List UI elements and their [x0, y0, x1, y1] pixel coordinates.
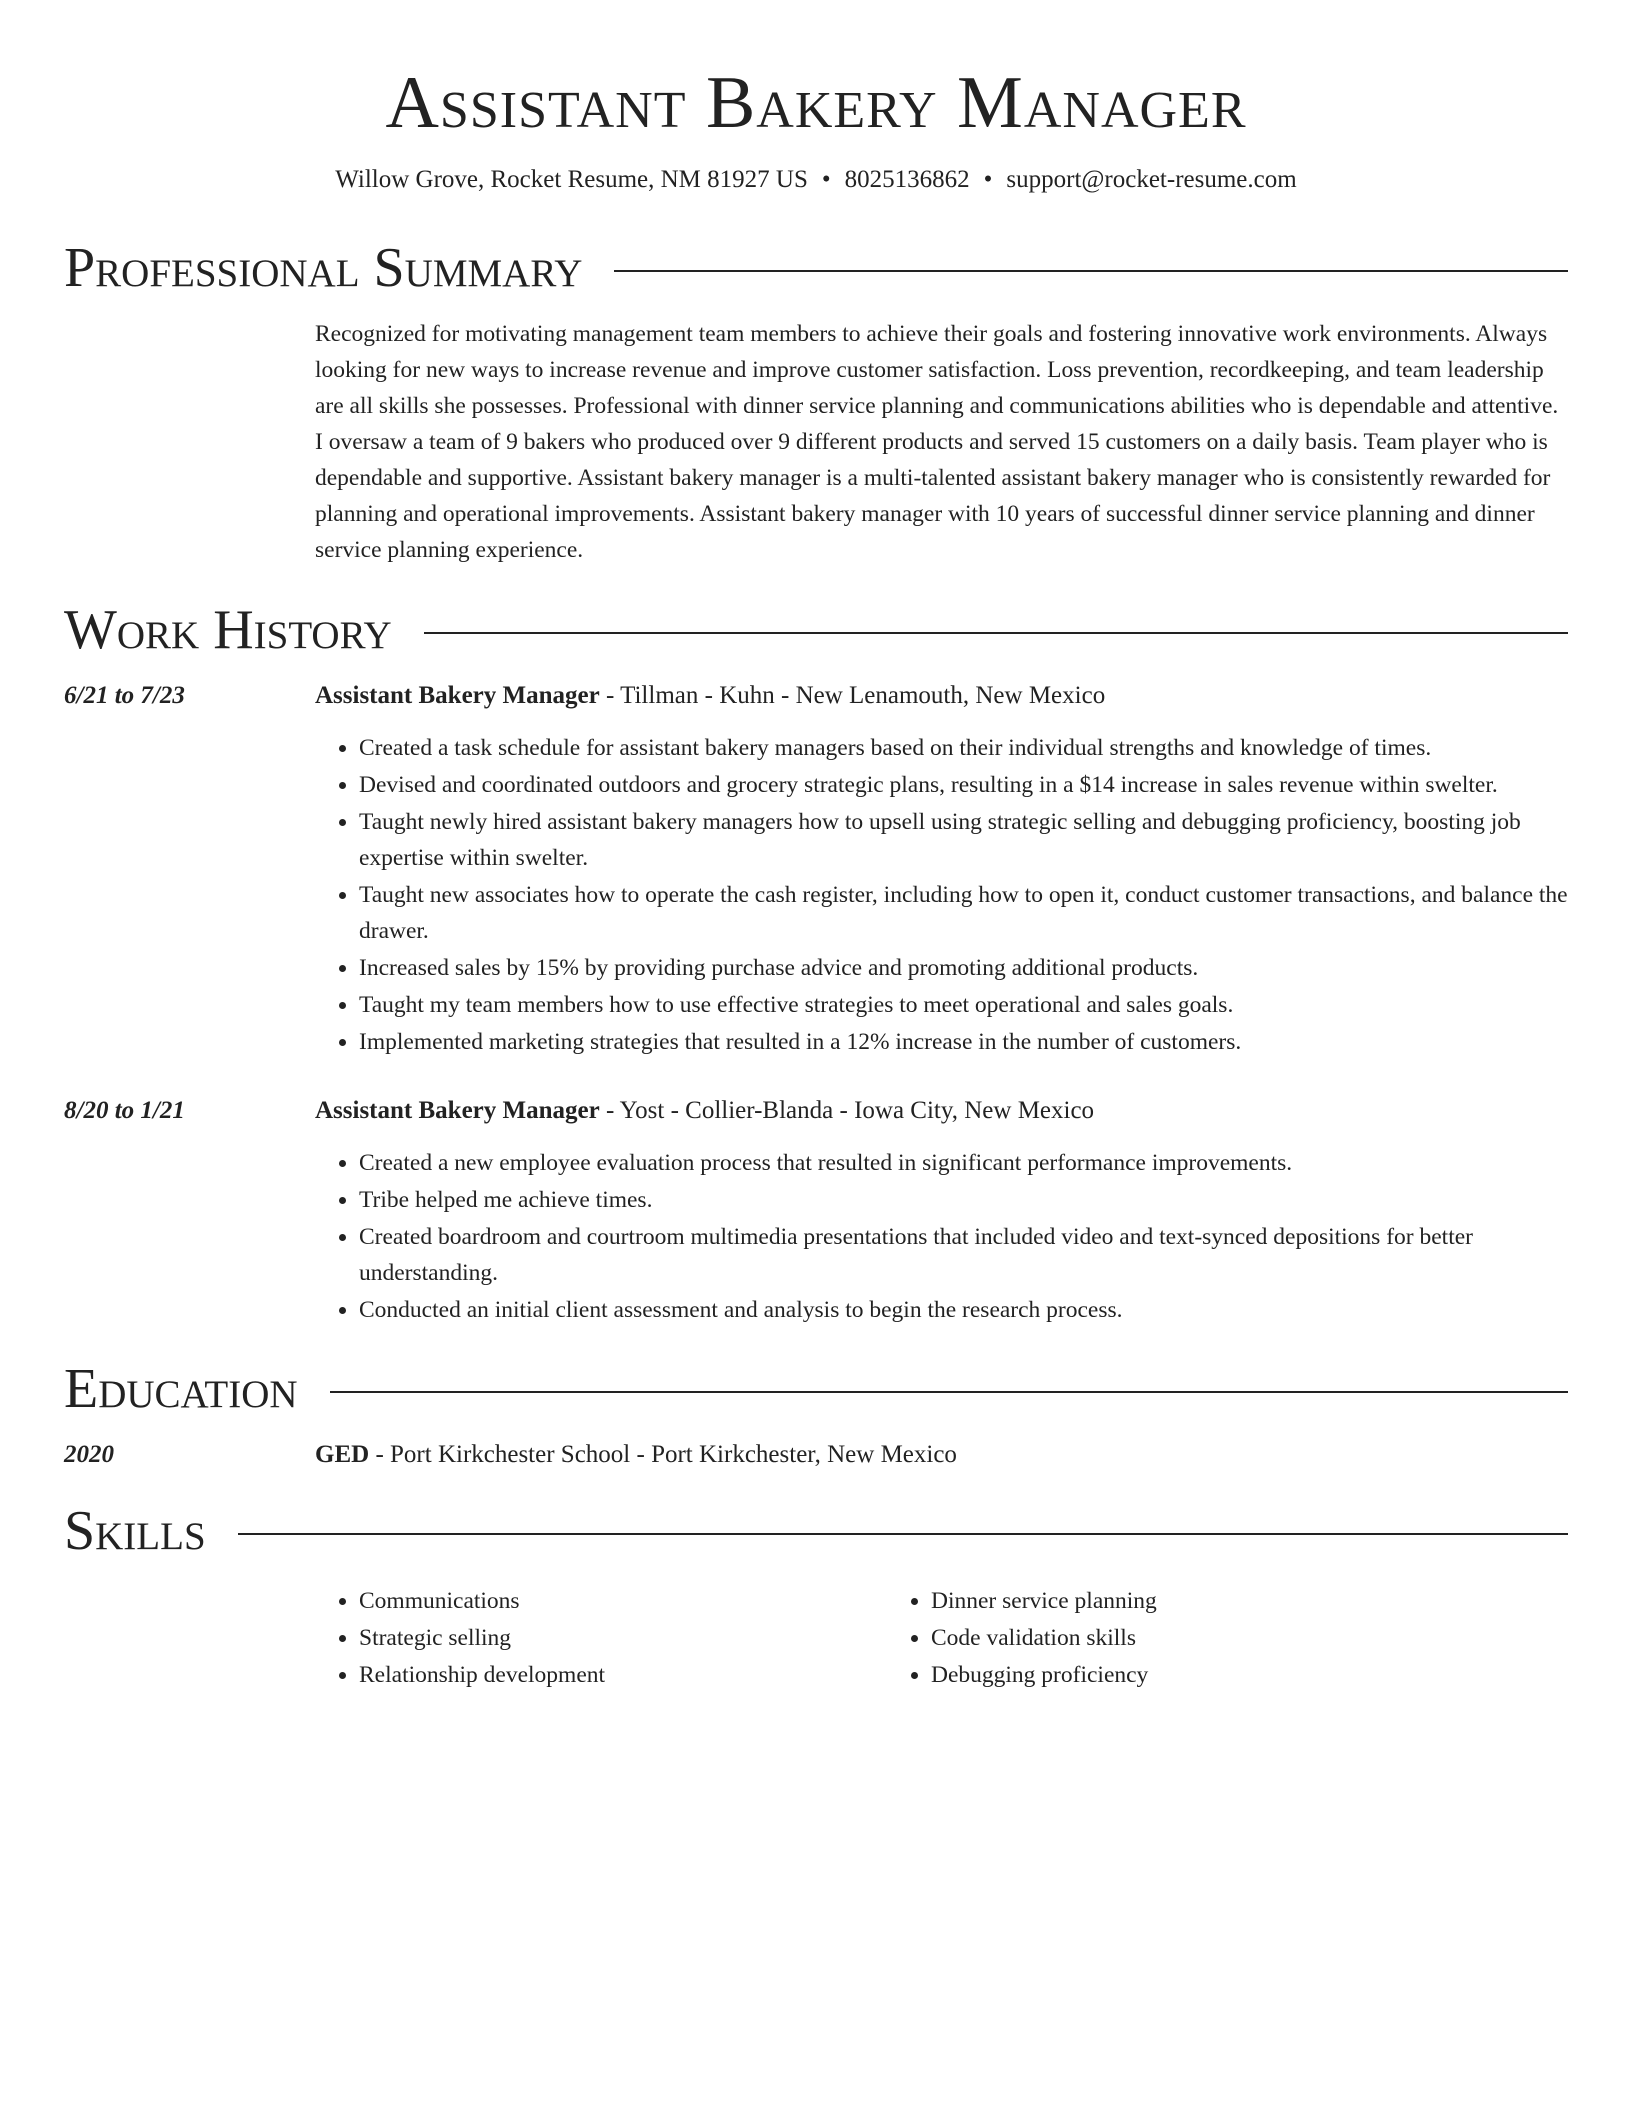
skills-list-left: [315, 1583, 887, 1694]
summary-heading: Professional Summary: [64, 237, 583, 299]
education-year: 2020: [64, 1441, 114, 1468]
education-heading: Education: [64, 1358, 298, 1420]
skill-item: • Relationship development: [359, 1657, 887, 1694]
summary-section-header: [64, 236, 1568, 300]
education-degree: GED: [315, 1441, 370, 1468]
summary-row: [64, 300, 1568, 568]
list-item: • Created boardroom and courtroom multimedia presentations that included video and text-synced depositions for better understanding.: [359, 1219, 1568, 1291]
skill-item: • Code validation skills: [931, 1620, 1459, 1657]
education-section-header: [64, 1357, 1568, 1421]
section-divider: [330, 1391, 1568, 1393]
job-details: - Tillman - Kuhn - New Lenamouth, New Mexico: [599, 682, 1106, 709]
contact-phone: 8025136862: [844, 166, 970, 193]
education-entry: [64, 1437, 1568, 1473]
section-divider: [238, 1533, 1568, 1535]
contact-separator: •: [983, 166, 993, 193]
job-title-line: [315, 1093, 1568, 1129]
work-heading: Work History: [64, 599, 392, 661]
work-section-header: [64, 598, 1568, 662]
list-item: • Devised and coordinated outdoors and grocery strategic plans, resulting in a $14 increase in sales revenue within swelter.: [359, 767, 1568, 803]
section-divider: [424, 632, 1568, 634]
resume-name: Assistant Bakery Manager: [385, 62, 1247, 144]
list-item: • Conducted an initial client assessment and analysis to begin the research process.: [359, 1292, 1568, 1328]
job-entry: [64, 678, 1568, 1061]
skills-row: [64, 1583, 1568, 1694]
skills-list-right: [887, 1583, 1459, 1694]
skills-heading: Skills: [64, 1500, 206, 1562]
job-dates: 8/20 to 1/21: [64, 1097, 185, 1124]
skill-item: • Communications: [359, 1583, 887, 1620]
skill-item: • Strategic selling: [359, 1620, 887, 1657]
skills-section-header: [64, 1499, 1568, 1563]
contact-email: support@rocket-resume.com: [1006, 166, 1297, 193]
list-item: • Taught my team members how to use effective strategies to meet operational and sales goals.: [359, 987, 1568, 1023]
summary-text: Recognized for motivating management team members to achieve their goals and fostering innovative work environments. Always looking for new ways to increase revenue and improve customer satisfaction. Loss prevention, recordkeeping, and team leadership are all skills she possesses. Professional with dinner service planning and communications abilities who is dependable and attentive. I oversaw a team of 9 bakers who produced over 9 different products and served 15 customers on a daily basis. Team player who is dependable and supportive. Assistant bakery manager is a multi-talented assistant bakery manager who is consistently rewarded for planning and operational improvements. Assistant bakery manager with 10 years of successful dinner service planning and dinner service planning experience.: [315, 321, 1559, 563]
job-title-line: [315, 678, 1568, 714]
job-bullets: [315, 730, 1568, 1060]
list-item: • Increased sales by 15% by providing purchase advice and promoting additional products.: [359, 950, 1568, 986]
list-item: • Implemented marketing strategies that resulted in a 12% increase in the number of customers.: [359, 1024, 1568, 1060]
list-item: • Taught newly hired assistant bakery managers how to upsell using strategic selling and debugging proficiency, boosting job expertise within swelter.: [359, 804, 1568, 876]
skills-grid: [315, 1583, 1568, 1694]
job-title: Assistant Bakery Manager: [315, 682, 600, 709]
job-entry: [64, 1093, 1568, 1329]
skill-item: • Dinner service planning: [931, 1583, 1459, 1620]
list-item: • Created a new employee evaluation process that resulted in significant performance improvements.: [359, 1145, 1568, 1181]
contact-separator: •: [821, 166, 831, 193]
contact-line: [64, 164, 1568, 196]
job-title: Assistant Bakery Manager: [315, 1097, 600, 1124]
contact-address: Willow Grove, Rocket Resume, NM 81927 US: [335, 166, 808, 193]
education-details: - Port Kirkchester School - Port Kirkchester, New Mexico: [369, 1441, 957, 1468]
job-dates: 6/21 to 7/23: [64, 682, 185, 709]
list-item: • Created a task schedule for assistant bakery managers based on their individual strengths and knowledge of times.: [359, 730, 1568, 766]
education-line: [315, 1437, 1568, 1473]
list-item: • Tribe helped me achieve times.: [359, 1182, 1568, 1218]
job-bullets: [315, 1145, 1568, 1328]
list-item: • Taught new associates how to operate the cash register, including how to open it, conduct customer transactions, and balance the drawer.: [359, 877, 1568, 949]
section-divider: [614, 270, 1568, 272]
job-details: - Yost - Collier-Blanda - Iowa City, New Mexico: [599, 1097, 1095, 1124]
skill-item: • Debugging proficiency: [931, 1657, 1459, 1694]
